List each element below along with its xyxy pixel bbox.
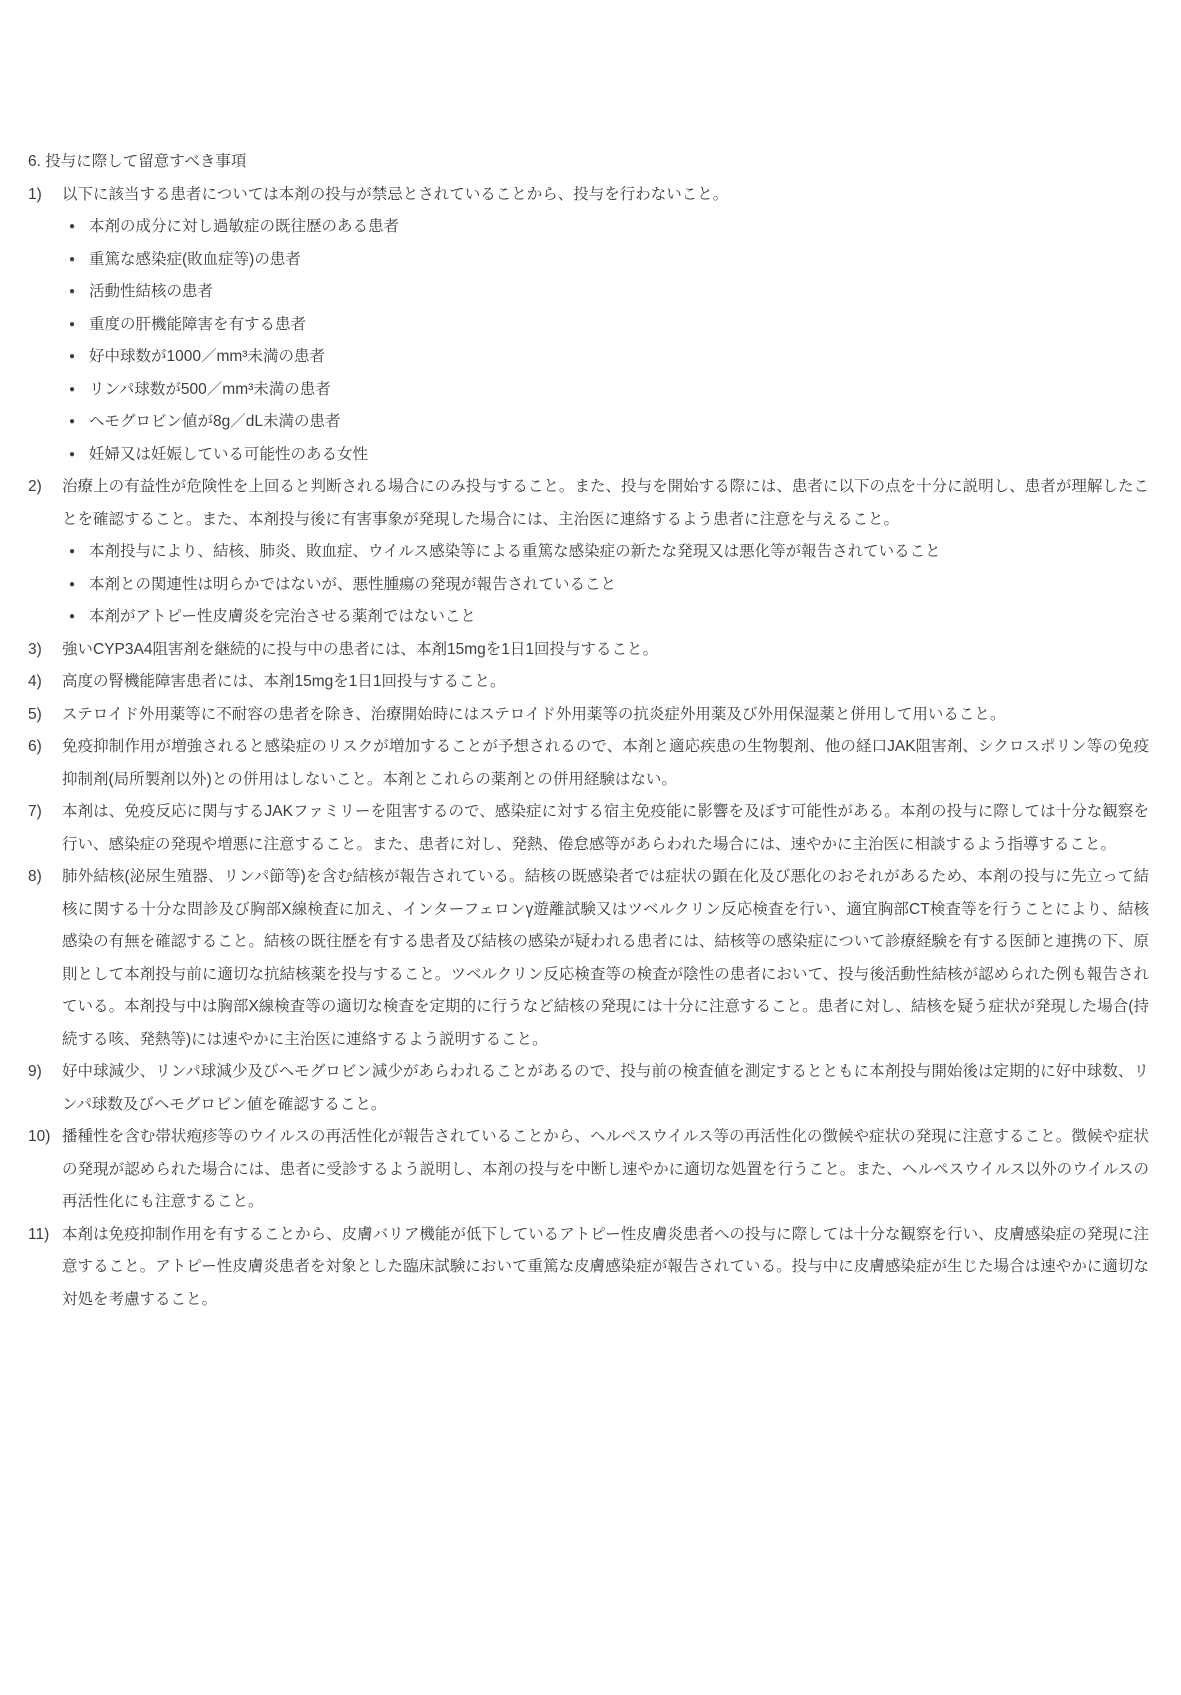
item-text: 好中球減少、リンパ球減少及びヘモグロビン減少があらわれることがあるので、投与前の検査値を測定するとともに本剤投与開始後は定期的に好中球数、リンパ球数及びヘモグロビン値を確認すること。: [62, 1063, 1149, 1113]
bullet-item: [62, 374, 1149, 407]
bullet-item: [62, 309, 1149, 342]
item-number: 7): [28, 803, 42, 820]
item-number: 11): [28, 1225, 50, 1243]
bullet-item: [62, 536, 1149, 569]
item-number: 3): [28, 640, 42, 658]
item-number: 6): [28, 738, 42, 755]
item-body: [62, 666, 1149, 699]
numbered-item: [28, 1219, 1149, 1317]
item-body: [62, 179, 1149, 472]
item-number: 9): [28, 1063, 42, 1080]
bullet-text: 本剤がアトピー性皮膚炎を完治させる薬剤ではないこと: [89, 608, 476, 625]
bullet-icon: ●: [69, 448, 76, 460]
bullet-icon: ●: [69, 546, 76, 557]
item-body: [62, 861, 1149, 1056]
bullet-item: [62, 569, 1149, 602]
item-number: 1): [28, 185, 42, 203]
bullet-list: [62, 211, 1149, 471]
item-number: 2): [28, 478, 42, 495]
bullet-text: ヘモグロビン値が8g／dL未満の患者: [89, 413, 341, 430]
bullet-list: [62, 536, 1149, 634]
bullet-text: 好中球数が1000／mm³未満の患者: [89, 348, 325, 365]
item-number: 4): [28, 673, 42, 690]
bullet-item: [62, 341, 1149, 374]
bullet-icon: ●: [69, 383, 76, 395]
item-text: ステロイド外用薬等に不耐容の患者を除き、治療開始時にはステロイド外用薬等の抗炎症外用薬及び外用保湿薬と併用して用いること。: [62, 705, 1006, 723]
bullet-item: [62, 276, 1149, 309]
numbered-item: [28, 471, 1149, 634]
item-text: 本剤は免疫抑制作用を有することから、皮膚バリア機能が低下しているアトピー性皮膚炎患者への投与に際しては十分な観察を行い、皮膚感染症の発現に注意すること。アトピー性皮膚炎患者を対象とした臨床試験において重篤な皮膚感染症が報告されている。投与中に皮膚感染症が生じた場合は速やかに適切な対処を考慮すること。: [62, 1225, 1149, 1308]
item-text: 以下に該当する患者については本剤の投与が禁忌とされていることから、投与を行わないこと。: [62, 185, 729, 203]
bullet-text: 本剤投与により、結核、肺炎、敗血症、ウイルス感染等による重篤な感染症の新たな発現又は悪化等が報告されていること: [89, 543, 941, 560]
numbered-item: [28, 796, 1149, 861]
numbered-item: [28, 1121, 1149, 1219]
item-body: [62, 731, 1149, 796]
bullet-text: 活動性結核の患者: [89, 283, 214, 300]
item-text: 播種性を含む帯状疱疹等のウイルスの再活性化が報告されていることから、ヘルペスウイルス等の再活性化の徴候や症状の発現に注意すること。徴候や症状の発現が認められた場合には、患者に受診するよう説明し、本剤の投与を中断し速やかに適切な処置を行うこと。また、ヘルペスウイルス以外のウイルスの再活性化にも注意すること。: [62, 1128, 1149, 1210]
bullet-icon: ●: [69, 351, 76, 362]
bullet-text: 本剤の成分に対し過敏症の既往歴のある患者: [89, 218, 400, 235]
item-text: 本剤は、免疫反応に関与するJAKファミリーを阻害するので、感染症に対する宿主免疫能に影響を及ぼす可能性がある。本剤の投与に際しては十分な観察を行い、感染症の発現や増悪に注意すること。また、患者に対し、発熱、倦怠感等があらわれた場合には、速やかに主治医に相談するよう指導すること。: [62, 803, 1149, 853]
item-body: [62, 699, 1149, 732]
item-body: [62, 1056, 1149, 1121]
bullet-icon: ●: [69, 286, 76, 297]
bullet-item: [62, 439, 1149, 472]
item-number: 8): [28, 868, 42, 885]
item-body: [62, 796, 1149, 861]
bullet-icon: ●: [69, 578, 76, 590]
item-body: [62, 1219, 1149, 1317]
item-number: 5): [28, 705, 42, 723]
bullet-text: リンパ球数が500／mm³未満の患者: [89, 380, 331, 398]
numbered-item: [28, 634, 1149, 667]
bullet-icon: ●: [69, 416, 76, 427]
numbered-item: [28, 699, 1149, 732]
bullet-text: 本剤との関連性は明らかではないが、悪性腫瘍の発現が報告されていること: [89, 575, 617, 593]
item-body: [62, 1121, 1149, 1219]
bullet-text: 重度の肝機能障害を有する患者: [89, 315, 307, 333]
section-title: 6. 投与に際して留意すべき事項: [28, 153, 247, 170]
bullet-icon: ●: [69, 318, 76, 330]
item-number: 10): [28, 1128, 51, 1145]
bullet-item: [62, 211, 1149, 244]
bullet-icon: ●: [69, 221, 76, 232]
numbered-item: [28, 179, 1149, 472]
item-body: [62, 634, 1149, 667]
bullet-item: [62, 244, 1149, 277]
bullet-icon: ●: [69, 611, 76, 622]
item-body: [62, 471, 1149, 634]
bullet-item: [62, 406, 1149, 439]
bullet-text: 妊婦又は妊娠している可能性のある女性: [89, 445, 369, 463]
numbered-item: [28, 861, 1149, 1056]
item-text: 強いCYP3A4阻害剤を継続的に投与中の患者には、本剤15mgを1日1回投与すること。: [62, 640, 658, 658]
numbered-item: [28, 666, 1149, 699]
item-text: 免疫抑制作用が増強されると感染症のリスクが増加することが予想されるので、本剤と適応疾患の生物製剤、他の経口JAK阻害剤、シクロスポリン等の免疫抑制剤(局所製剤以外)との併用はしないこと。本剤とこれらの薬剤との併用経験はない。: [62, 738, 1149, 788]
bullet-item: [62, 601, 1149, 634]
bullet-icon: ●: [69, 253, 76, 265]
item-text: 治療上の有益性が危険性を上回ると判断される場合にのみ投与すること。また、投与を開始する際には、患者に以下の点を十分に説明し、患者が理解したことを確認すること。また、本剤投与後に有害事象が発現した場合には、主治医に連絡するよう患者に注意を与えること。: [62, 478, 1149, 528]
item-text: 高度の腎機能障害患者には、本剤15mgを1日1回投与すること。: [62, 673, 506, 690]
bullet-text: 重篤な感染症(敗血症等)の患者: [89, 250, 301, 268]
numbered-item: [28, 1056, 1149, 1121]
numbered-item: [28, 731, 1149, 796]
item-text: 肺外結核(泌尿生殖器、リンパ節等)を含む結核が報告されている。結核の既感染者では症状の顕在化及び悪化のおそれがあるため、本剤の投与に先立って結核に関する十分な問診及び胸部X線検査に加え、インターフェロンγ遊離試験又はツベルクリン反応検査を行い、適宜胸部CT検査等を行うことにより、結核感染の有無を確認すること。結核の既往歴を有する患者及び結核の感染が疑われる患者には、結核等の感染症について診療経験を有する医師と連携の下、原則として本剤投与前に適切な抗結核薬を投与すること。ツベルクリン反応検査等の検査が陰性の患者において、投与後活動性結核が認められた例も報告されている。本剤投与中は胸部X線検査等の適切な検査を定期的に行うなど結核の発現には十分に注意すること。患者に対し、結核を疑う症状が発現した場合(持続する咳、発熱等)には速やかに主治医に連絡するよう説明すること。: [62, 868, 1149, 1048]
